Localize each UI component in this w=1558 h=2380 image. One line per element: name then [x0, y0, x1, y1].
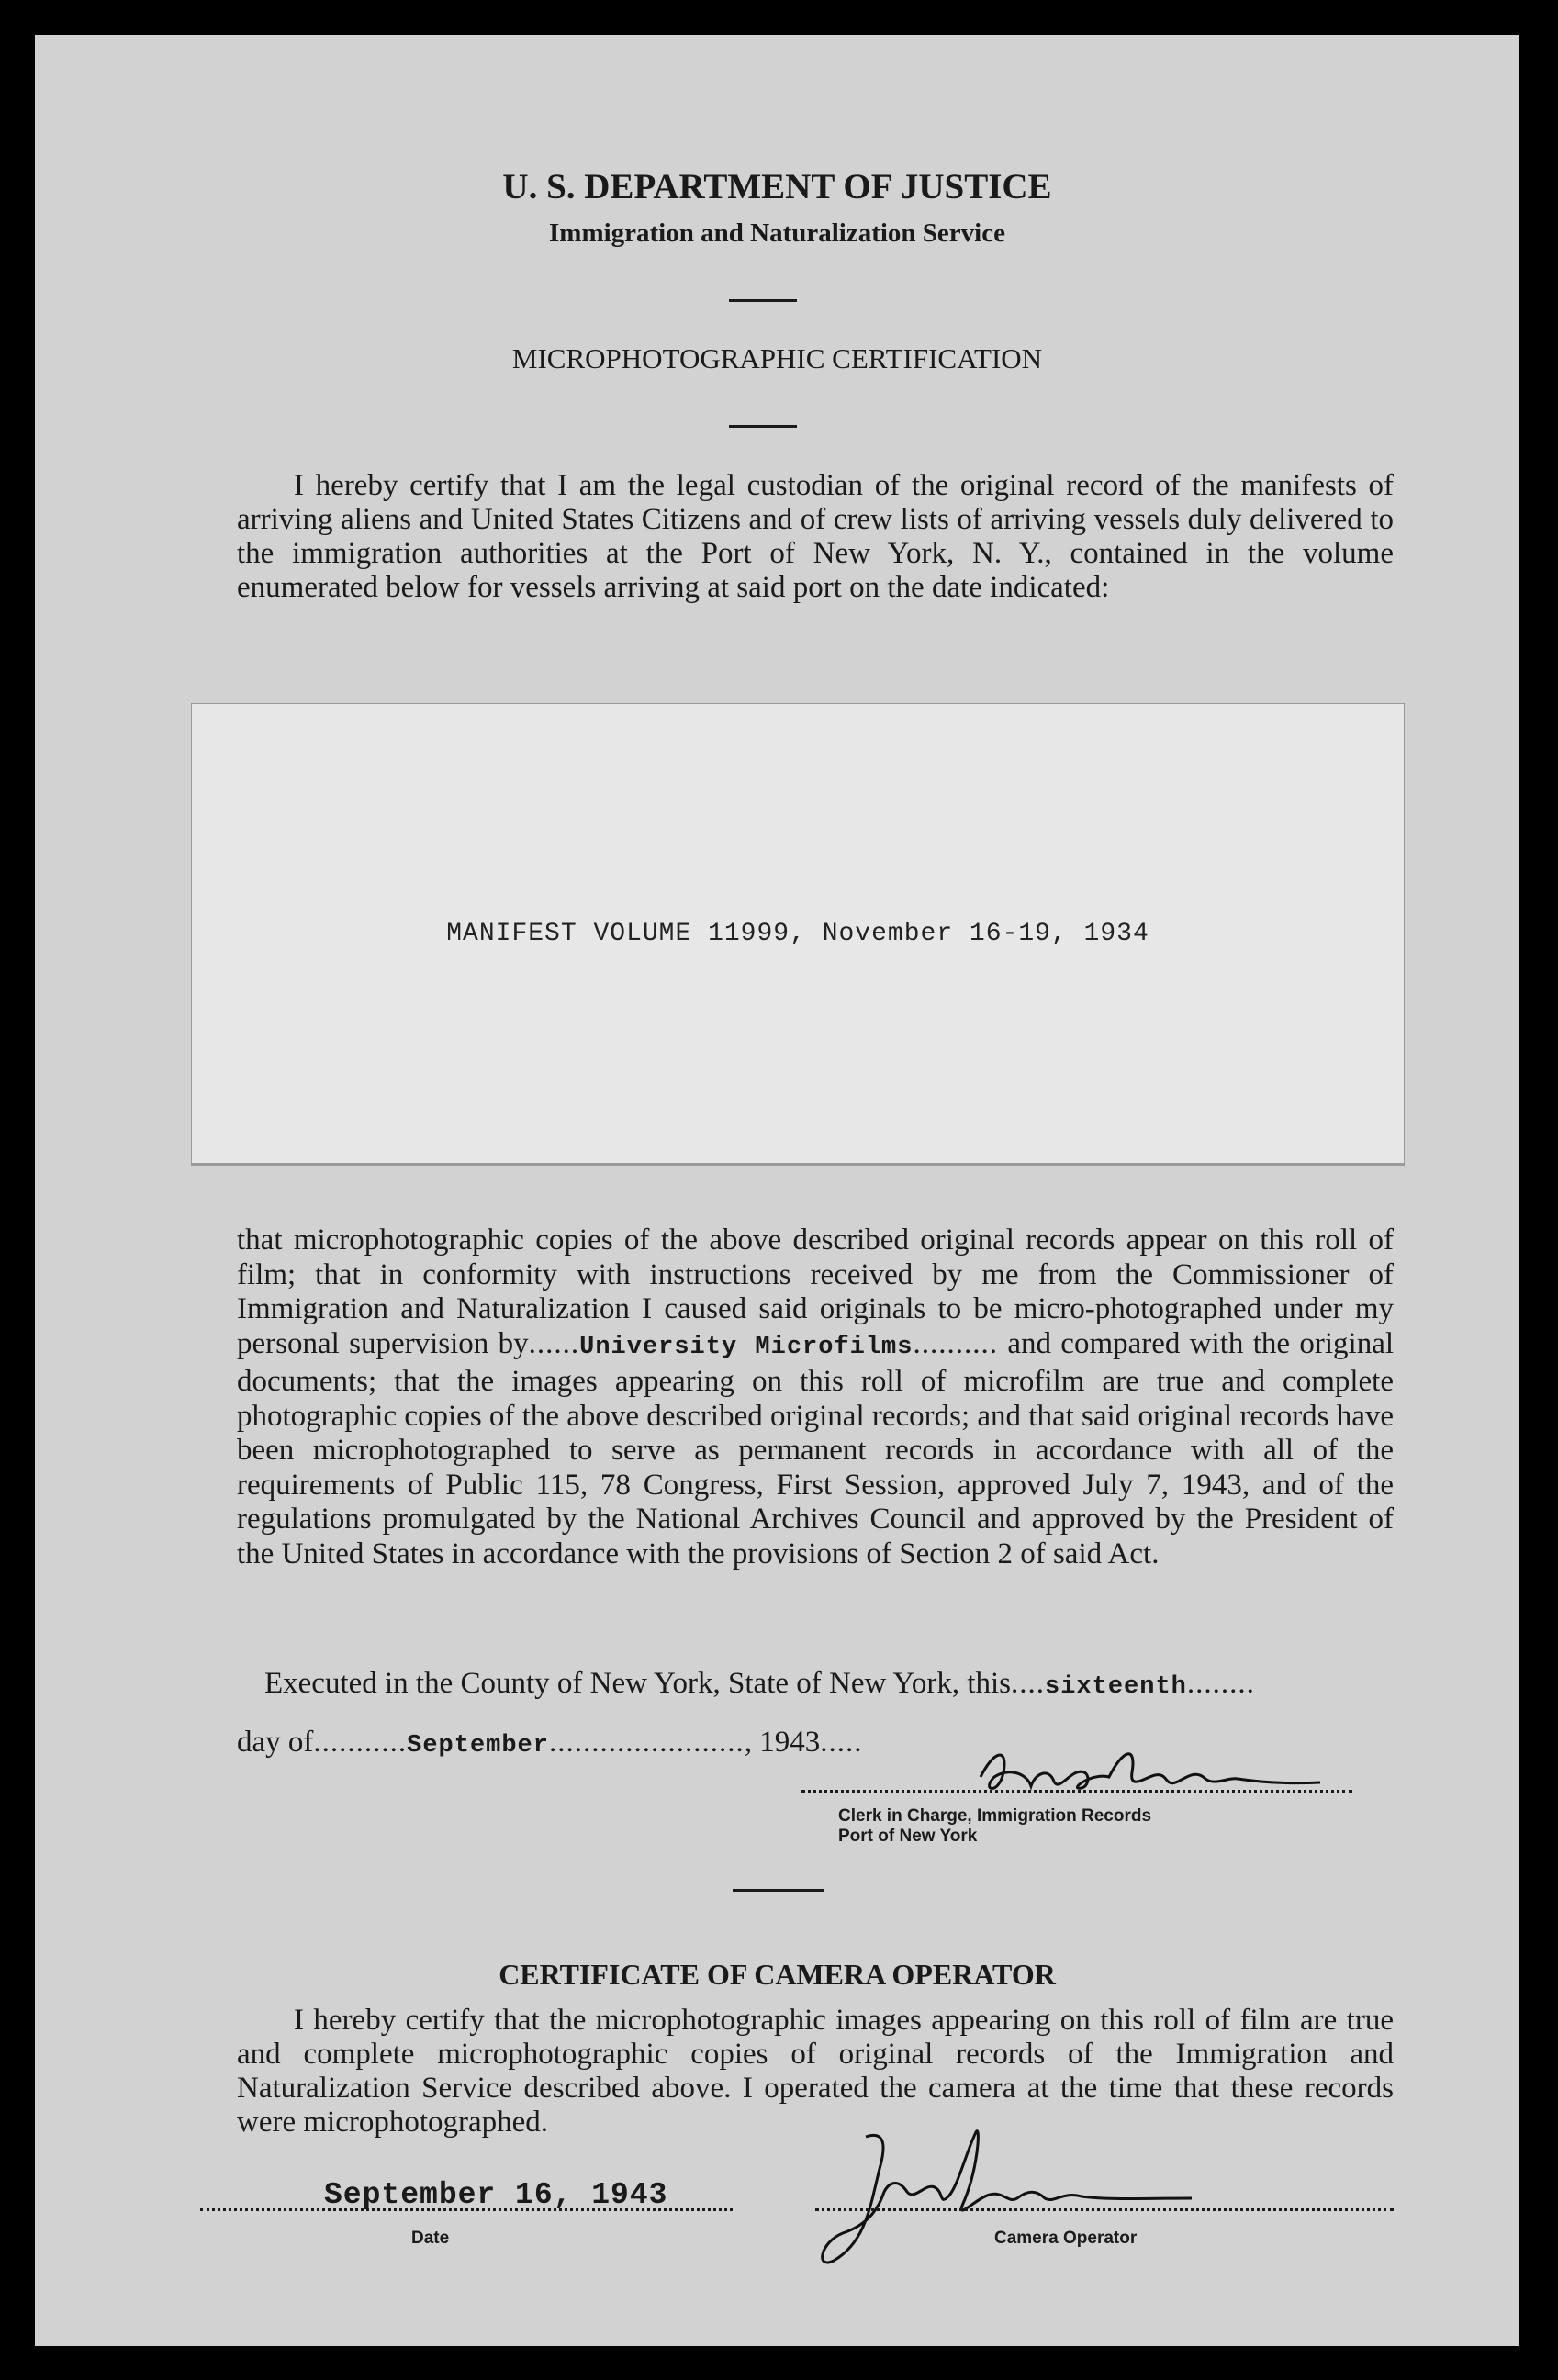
month-field: September	[407, 1732, 549, 1760]
day-field: sixteenth	[1045, 1673, 1187, 1701]
certificate-sheet	[35, 35, 1519, 2346]
volume-slip	[191, 703, 1405, 1164]
clerk-signature-line	[801, 1790, 1352, 1793]
executed-line: Executed in the County of New York, State of New York, this....sixteenth........	[264, 1667, 1255, 1701]
intro-paragraph: I hereby certify that I am the legal custodian of the original record of the manifests of arriving aliens and United States Citizens and of crew lists of arriving vessels duly delivered to the immigration authorities at the Port of New York, N. Y., contained in the volume enumerated below for vessels arriving at said port on the date indicated:	[237, 469, 1394, 604]
date-label: Date	[411, 2229, 450, 2248]
year-field: 1943	[759, 1726, 821, 1759]
divider	[733, 1889, 824, 1892]
date-line	[200, 2208, 733, 2211]
clerk-title: Clerk in Charge, Immigration Records	[838, 1806, 1152, 1826]
certification-body: that microphotographic copies of the above described original records appear on this roll of film; that in conformity with instructions received by me from the Commissioner of Immigration and Naturalization I caused said originals to be micro-photographed under my personal supervision by......University Microfilms.......... and compared with the original documents; that the images appearing on this roll of microfilm are true and complete photographic copies of the above described original records; and that said original records have been microphotographed to serve as permanent records in accordance with all of the requirements of Public 115, 78 Congress, First Session, approved July 7, 1943, and of the regulations promulgated by the National Archives Council and approved by the President of the United States in accordance with the provisions of Section 2 of said Act.	[237, 1224, 1395, 1570]
camera-operator-label: Camera Operator	[994, 2229, 1138, 2248]
certification-title: MICROPHOTOGRAPHIC CERTIFICATION	[511, 342, 1043, 374]
clerk-port: Port of New York	[838, 1827, 978, 1846]
camera-operator-title: CERTIFICATE OF CAMERA OPERATOR	[499, 1958, 1056, 1991]
month-line: day of...........September......................., 1943.....	[237, 1726, 863, 1760]
operator-signature-line	[815, 2208, 1394, 2211]
operator-date-field: September 16, 1943	[324, 2178, 668, 2212]
divider	[729, 299, 797, 302]
department-heading: U. S. DEPARTMENT OF JUSTICE	[502, 167, 1052, 207]
supervised-by-field: University Microfilms	[579, 1333, 914, 1361]
service-subheading: Immigration and Naturalization Service	[549, 218, 1005, 248]
volume-label: MANIFEST VOLUME 11999, November 16-19, 1934	[446, 919, 1149, 948]
divider	[729, 425, 797, 428]
operator-signature	[779, 2095, 1238, 2279]
camera-operator-paragraph: I hereby certify that the microphotographic images appearing on this roll of film are true and complete microphotographic copies of original records of the Immigration and Naturalization Service described above. I operated the camera at the time that these records were microphotographed.	[237, 2004, 1394, 2139]
